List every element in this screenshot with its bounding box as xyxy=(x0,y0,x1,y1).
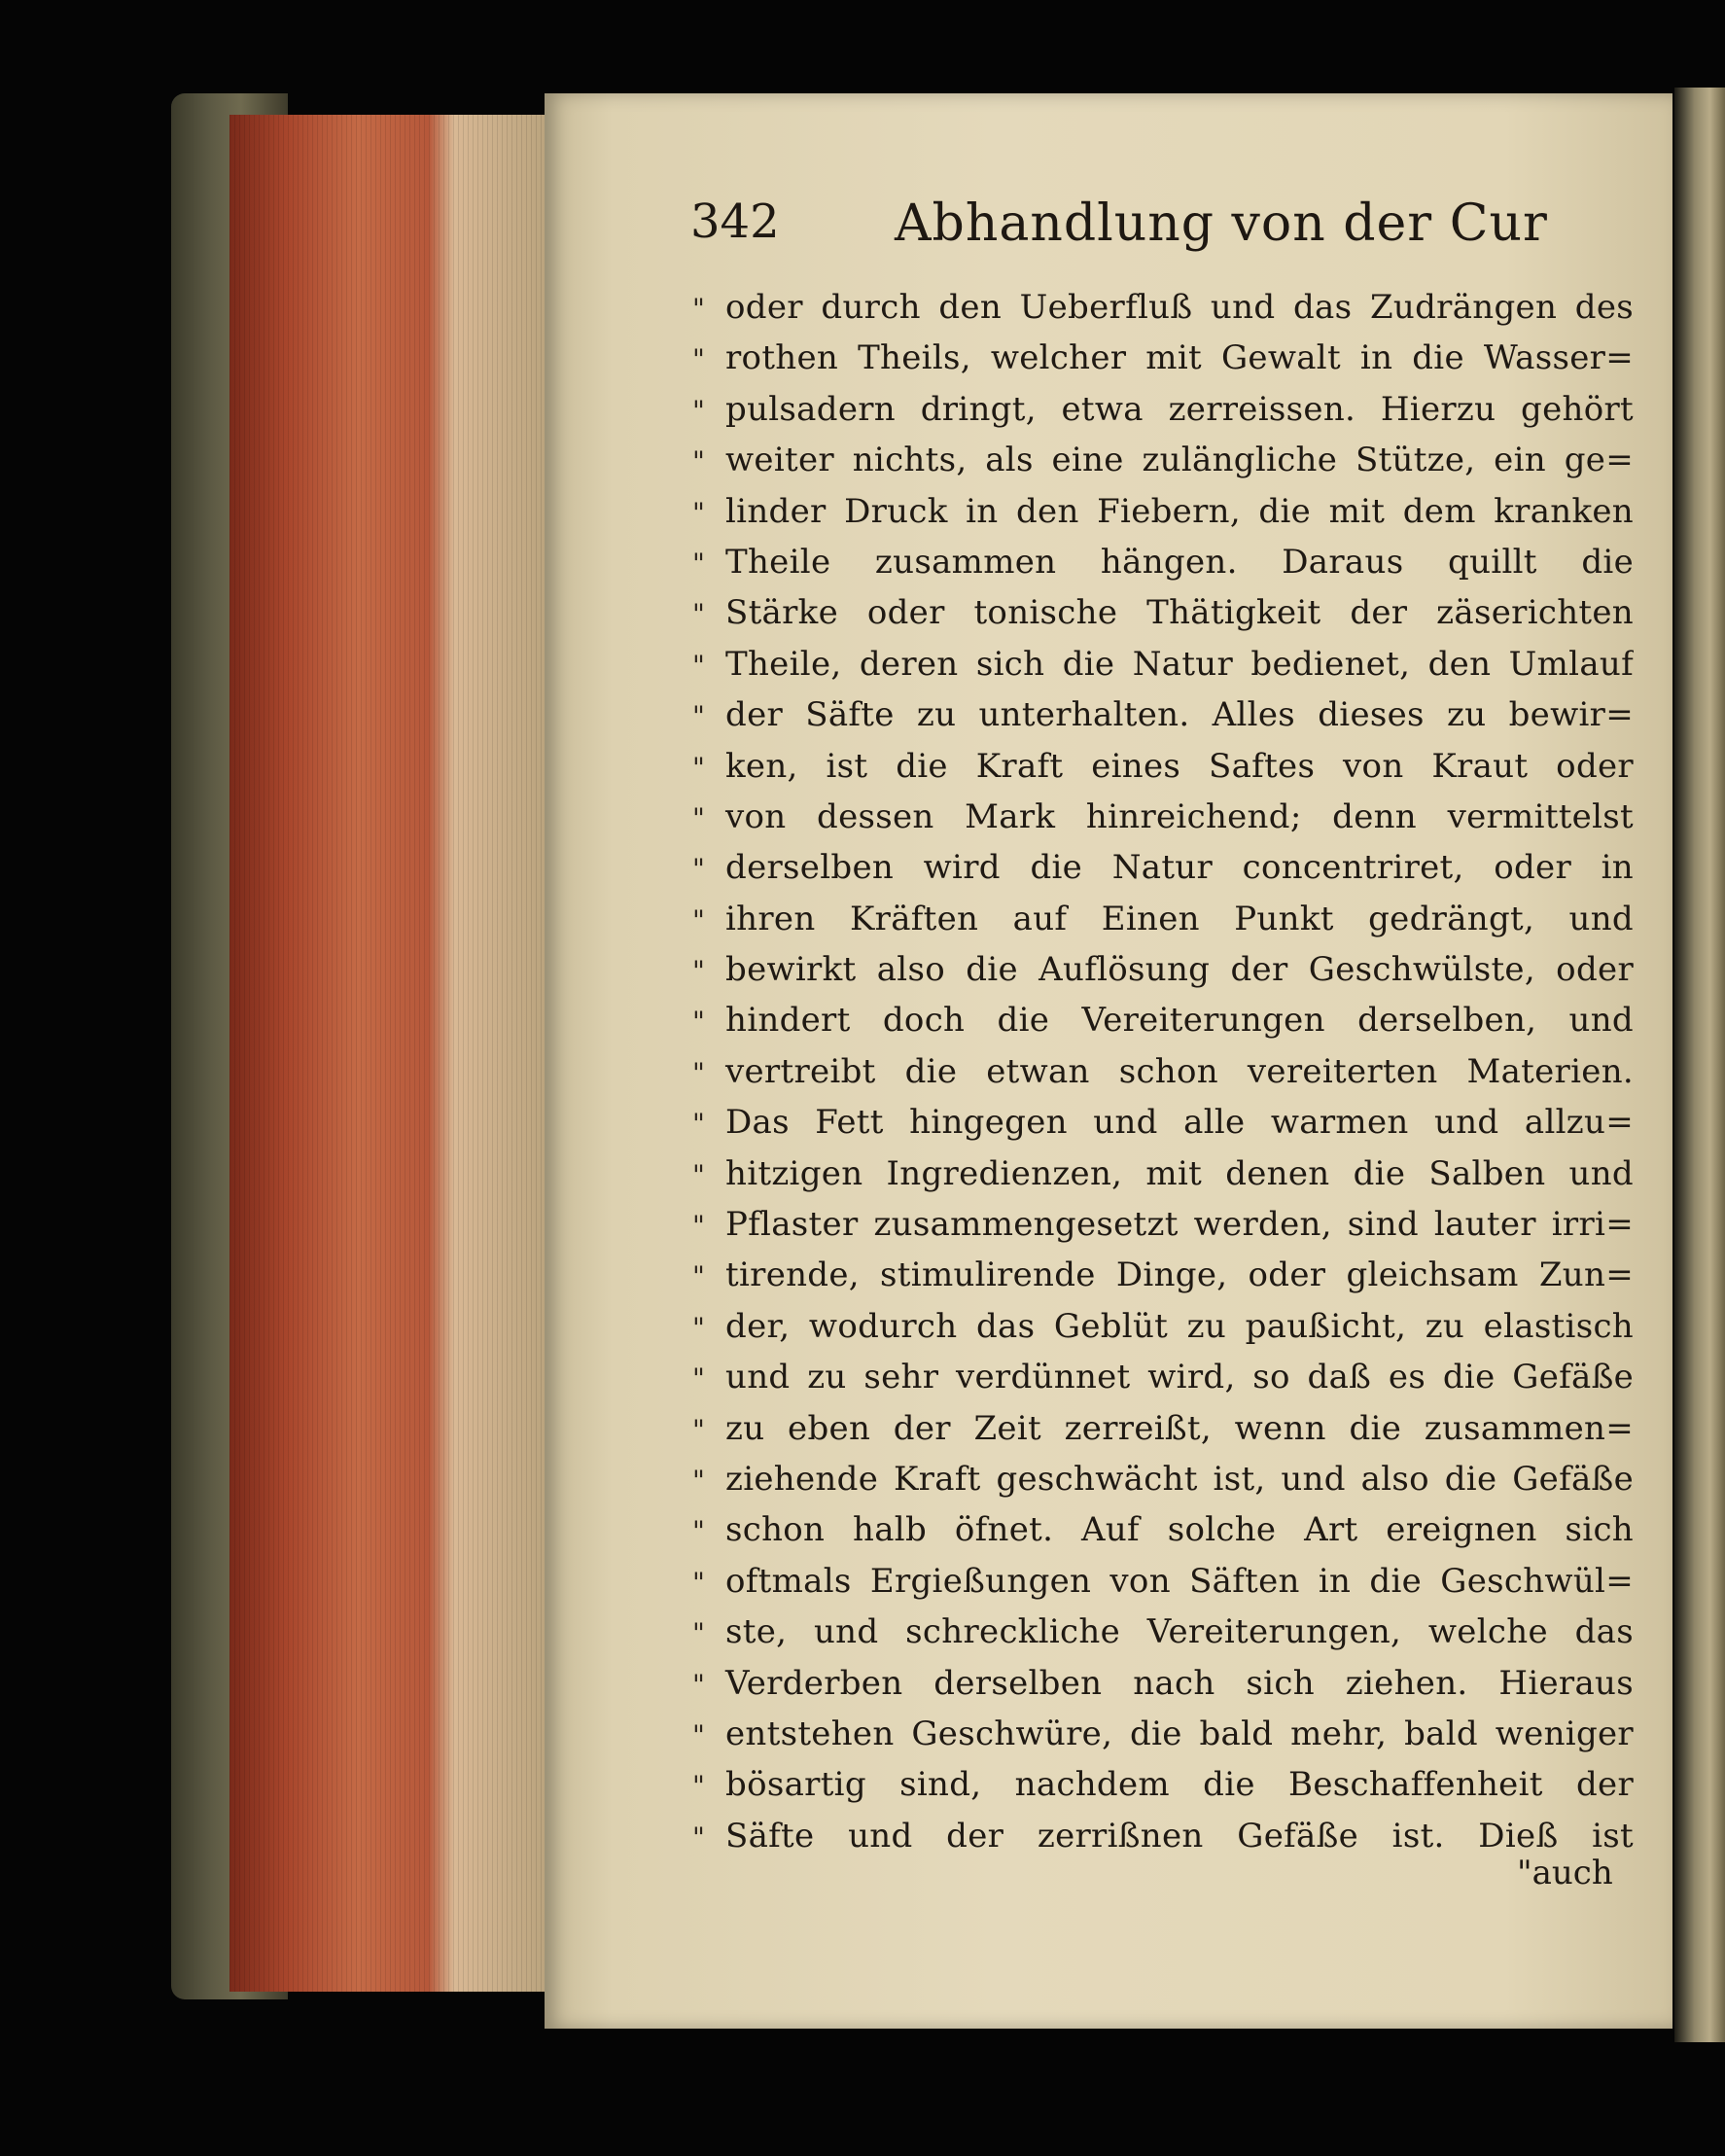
line-text: bewirkt also die Auflösung der Geschwülste, oder xyxy=(725,950,1634,990)
line-text: oftmals Ergießungen von Säften in die Geschwül= xyxy=(725,1561,1634,1601)
running-head: Abhandlung von der Cur xyxy=(895,194,1548,253)
line-text: pulsadern dringt, etwa zerreissen. Hierzu gehört xyxy=(725,389,1634,429)
quote-mark: " xyxy=(692,1158,705,1191)
text-line xyxy=(692,900,1634,950)
quote-mark: " xyxy=(692,955,705,988)
text-line xyxy=(692,1103,1634,1153)
line-text: und zu sehr verdünnet wird, so daß es die Gefäße xyxy=(725,1358,1634,1397)
quote-mark: " xyxy=(692,1617,705,1650)
quote-mark: " xyxy=(692,1311,705,1344)
quote-mark: " xyxy=(692,853,705,886)
quote-mark: " xyxy=(692,700,705,733)
text-line xyxy=(692,492,1634,543)
text-line xyxy=(692,747,1634,797)
quote-mark: " xyxy=(692,1566,705,1599)
line-text: hitzigen Ingredienzen, mit denen die Salben und xyxy=(725,1153,1634,1193)
quote-mark: " xyxy=(692,1515,705,1548)
text-line xyxy=(692,1817,1634,1867)
text-line xyxy=(692,1307,1634,1358)
body-text xyxy=(692,288,1634,1867)
line-text: zu eben der Zeit zerreißt, wenn die zusammen= xyxy=(725,1408,1634,1448)
quote-mark: " xyxy=(692,394,705,427)
text-line xyxy=(692,338,1634,389)
quote-mark: " xyxy=(692,1056,705,1089)
line-text: Verderben derselben nach sich ziehen. Hieraus xyxy=(725,1663,1634,1703)
text-line xyxy=(692,1714,1634,1765)
line-text: derselben wird die Natur concentriret, oder in xyxy=(725,848,1634,888)
quote-mark: " xyxy=(692,801,705,834)
quote-mark: " xyxy=(692,598,705,631)
quote-mark: " xyxy=(692,1770,705,1803)
text-line xyxy=(692,288,1634,338)
quote-mark: " xyxy=(692,751,705,784)
line-text: der Säfte zu unterhalten. Alles dieses zu bewir= xyxy=(725,695,1634,735)
text-line xyxy=(692,1205,1634,1255)
text-line xyxy=(692,1612,1634,1663)
line-text: hindert doch die Vereiterungen derselben, und xyxy=(725,1001,1634,1041)
text-line xyxy=(692,645,1634,695)
line-text: entstehen Geschwüre, die bald mehr, bald weniger xyxy=(725,1714,1634,1753)
line-text: Säfte und der zerrißnen Gefäße ist. Dieß ist xyxy=(725,1816,1634,1856)
line-text: ihren Kräften auf Einen Punkt gedrängt, und xyxy=(725,899,1634,938)
line-text: tirende, stimulirende Dinge, oder gleichsam Zun= xyxy=(725,1255,1634,1295)
text-line xyxy=(692,1409,1634,1460)
line-text: oder durch den Ueberfluß und das Zudrängen des xyxy=(725,288,1634,327)
quote-mark: " xyxy=(692,445,705,478)
text-line xyxy=(692,390,1634,441)
line-text: linder Druck in den Fiebern, die mit dem kranken xyxy=(725,491,1634,531)
line-text: der, wodurch das Geblüt zu paußicht, zu elastisch xyxy=(725,1306,1634,1346)
line-text: schon halb öfnet. Auf solche Art ereignen sich xyxy=(725,1510,1634,1550)
text-line xyxy=(692,1460,1634,1510)
line-text: ziehende Kraft geschwächt ist, und also die Gefäße xyxy=(725,1459,1634,1499)
quote-mark: " xyxy=(692,547,705,580)
text-line xyxy=(692,1001,1634,1051)
line-text: bösartig sind, nachdem die Beschaffenheit der xyxy=(725,1765,1634,1805)
page-number: 342 xyxy=(690,194,780,249)
page-edges xyxy=(229,115,550,1992)
facing-page-edge xyxy=(1674,88,1725,2042)
page-header xyxy=(690,194,1643,263)
text-line xyxy=(692,1765,1634,1816)
quote-mark: " xyxy=(692,1820,705,1854)
quote-mark: " xyxy=(692,1108,705,1141)
line-text: rothen Theils, welcher mit Gewalt in die Wasser= xyxy=(725,338,1634,378)
line-text: ste, und schreckliche Vereiterungen, welche das xyxy=(725,1612,1634,1652)
text-line xyxy=(692,1562,1634,1612)
text-line xyxy=(692,848,1634,899)
text-line xyxy=(692,441,1634,491)
quote-mark: " xyxy=(692,1260,705,1293)
line-text: vertreibt die etwan schon vereiterten Materien. xyxy=(725,1051,1634,1091)
quote-mark: " xyxy=(692,649,705,682)
quote-mark: " xyxy=(692,903,705,937)
quote-mark: " xyxy=(692,343,705,376)
line-text: Das Fett hingegen und alle warmen und allzu= xyxy=(725,1103,1634,1143)
quote-mark: " xyxy=(692,1413,705,1446)
text-line xyxy=(692,1052,1634,1103)
quote-mark: " xyxy=(692,1464,705,1497)
text-line xyxy=(692,695,1634,746)
line-text: von dessen Mark hinreichend; denn vermittelst xyxy=(725,796,1634,836)
quote-mark: " xyxy=(692,1006,705,1039)
text-line xyxy=(692,1358,1634,1408)
quote-mark: " xyxy=(692,1668,705,1701)
text-line xyxy=(692,593,1634,644)
line-text: weiter nichts, als eine zulängliche Stütze, ein ge= xyxy=(725,441,1634,480)
quote-mark: " xyxy=(692,1210,705,1243)
line-text: Theile, deren sich die Natur bedienet, den Umlauf xyxy=(725,644,1634,684)
text-line xyxy=(692,1664,1634,1714)
quote-mark: " xyxy=(692,1718,705,1751)
text-line xyxy=(692,797,1634,848)
text-line xyxy=(692,1255,1634,1306)
line-text: ken, ist die Kraft eines Saftes von Kraut oder xyxy=(725,746,1634,786)
catchword: "auch xyxy=(1517,1854,1613,1892)
line-text: Theile zusammen hängen. Daraus quillt die xyxy=(725,542,1634,582)
line-text: Pflaster zusammengesetzt werden, sind lauter irri= xyxy=(725,1205,1634,1245)
text-line xyxy=(692,1510,1634,1561)
quote-mark: " xyxy=(692,496,705,529)
text-line xyxy=(692,950,1634,1001)
text-line xyxy=(692,543,1634,593)
quote-mark: " xyxy=(692,293,705,325)
quote-mark: " xyxy=(692,1362,705,1396)
line-text: Stärke oder tonische Thätigkeit der zäserichten xyxy=(725,593,1634,633)
text-line xyxy=(692,1154,1634,1205)
